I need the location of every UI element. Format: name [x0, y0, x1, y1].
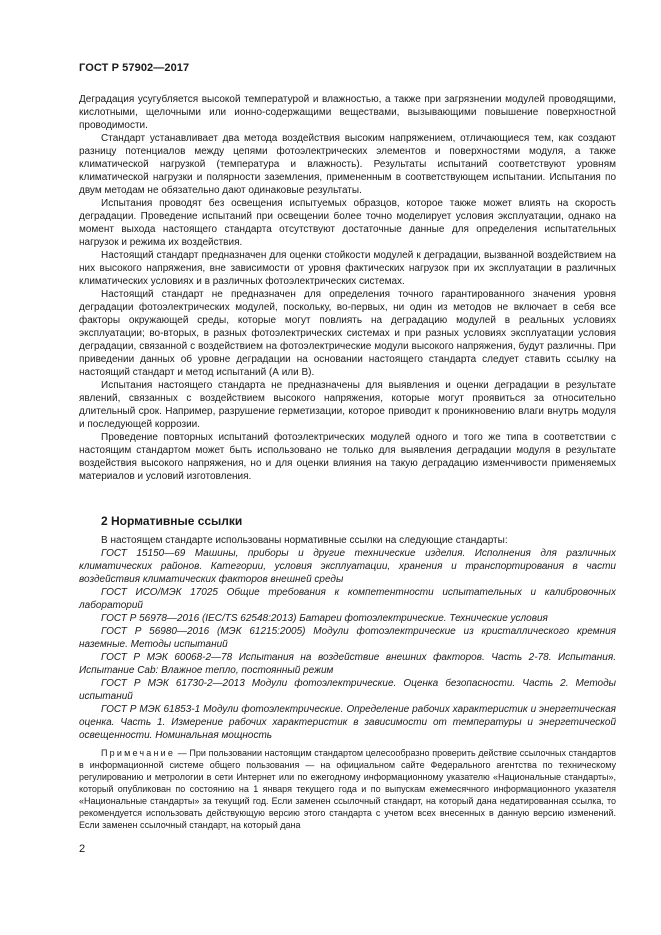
document-header: ГОСТ Р 57902—2017 — [79, 62, 190, 74]
normative-references — [79, 534, 616, 742]
paragraph: Испытания настоящего стандарта не предназначены для выявления и оценки деградации в результате явлений, связанных с воздействием высокого напряжения, которые могут проявиться за относительно длительный срок. Например, разрушение герметизации, которое приводит к проникновению влаги внутрь модуля и последующей коррозии. — [79, 380, 616, 430]
reference-item: ГОСТ Р МЭК 61730-2—2013 Модули фотоэлектрические. Оценка безопасности. Часть 2. Методы испытаний — [79, 678, 616, 702]
paragraph: Настоящий стандарт предназначен для оценки стойкости модулей к деградации, вызванной воздействием на них высокого напряжения, вне зависимости от уровня фактических нагрузок при их эксплуатации в различных климатических условиях и в различных фотоэлектрических системах. — [79, 250, 616, 287]
paragraph: Проведение повторных испытаний фотоэлектрических модулей одного и того же типа в соответствии с настоящим стандартом может быть использовано не только для выявления деградации модуля в результате воздействия высокого напряжения, но и для оценки влияния на такую деградацию изменчивости применяемых материалов и условий изготовления. — [79, 432, 616, 482]
intro-text — [79, 93, 616, 483]
note-label: Примечание — [101, 748, 176, 758]
note-block — [79, 747, 616, 831]
page-number: 2 — [79, 843, 86, 855]
paragraph: Настоящий стандарт не предназначен для определения точного гарантированного значения уровня деградации фотоэлектрических модулей, поскольку, во-первых, ни один из методов не включает в себя все факторы окружающей среды, которые могут повлиять на деградацию модулей в реальных условиях эксплуатации; во-вторых, в разных фотоэлектрических системах и при разных условиях эксплуатации условия деградации, связанной с воздействием на фотоэлектрические модули высокого напряжения, будут различны. При приведении данных об уровне деградации на основании настоящего стандарта следует ставить ссылку на настоящий стандарт и метод испытаний (А или В). — [79, 289, 616, 378]
note-paragraph — [79, 747, 616, 831]
reference-item: ГОСТ ИСО/МЭК 17025 Общие требования к компетентности испытательных и калибровочных лабораторий — [79, 587, 616, 611]
reference-item: ГОСТ Р МЭК 60068-2—78 Испытания на воздействие внешних факторов. Часть 2-78. Испытания. Испытание Cab: Влажное тепло, постоянный режим — [79, 652, 616, 676]
section-heading: 2 Нормативные ссылки — [101, 514, 243, 528]
note-text: — При пользовании настоящим стандартом целесообразно проверить действие ссылочных стандартов в информационной системе общего пользования — на официальном сайте Федерального агентства по техническому регулированию и метрологии в сети Интернет или по ежегодному информационному указателю «Национальные стандарты», который опубликован по состоянию на 1 января текущего года и по выпускам ежемесячного информационного указателя «Национальные стандарты» за текущий год. Если заменен ссылочный стандарт, на который дана недатированная ссылка, то рекомендуется использовать действующую версию этого стандарта с учетом всех внесенных в данную версию изменений. Если заменен ссылочный стандарт, на который дана — [79, 748, 616, 830]
paragraph: Деградация усугубляется высокой температурой и влажностью, а также при загрязнении модулей проводящими, кислотными, щелочными или ионно-содержащими веществами, вызывающими повышение поверхностной проводимости. — [79, 94, 616, 131]
reference-item: ГОСТ 15150—69 Машины, приборы и другие технические изделия. Исполнения для различных климатических районов. Категории, условия эксплуатации, хранения и транспортирования в части воздействия климатических факторов внешней среды — [79, 548, 616, 585]
references-lead: В настоящем стандарте использованы нормативные ссылки на следующие стандарты: — [101, 535, 508, 546]
paragraph: Испытания проводят без освещения испытуемых образцов, которое также может влиять на скорость деградации. Проведение испытаний при освещении более точно моделирует условия эксплуатации, однако на момент выхода настоящего стандарта отсутствуют достаточные данные для определения испытательных нагрузок и режима их воздействия. — [79, 198, 616, 248]
reference-item: ГОСТ Р МЭК 61853-1 Модули фотоэлектрические. Определение рабочих характеристик и энергетическая оценка. Часть 1. Измерение рабочих характеристик в зависимости от температуры и энергетической освещенности. Номинальная мощность — [79, 704, 616, 741]
paragraph: Стандарт устанавливает два метода воздействия высоким напряжением, отличающиеся тем, как создают разницу потенциалов между цепями фотоэлектрических элементов и поверхностями модуля, а также климатической нагрузкой (температура и влажность). Результаты испытаний соответствуют уровням климатической нагрузки и полярности заземления, примененным в соответствующем испытании. Испытания по двум методам не обязательно дают одинаковые результаты. — [79, 133, 616, 196]
reference-item: ГОСТ Р 56978—2016 (IEC/TS 62548:2013) Батареи фотоэлектрические. Технические условия — [101, 613, 548, 624]
reference-item: ГОСТ Р 56980—2016 (МЭК 61215:2005) Модули фотоэлектрические из кристаллического кремния наземные. Методы испытаний — [79, 626, 616, 650]
